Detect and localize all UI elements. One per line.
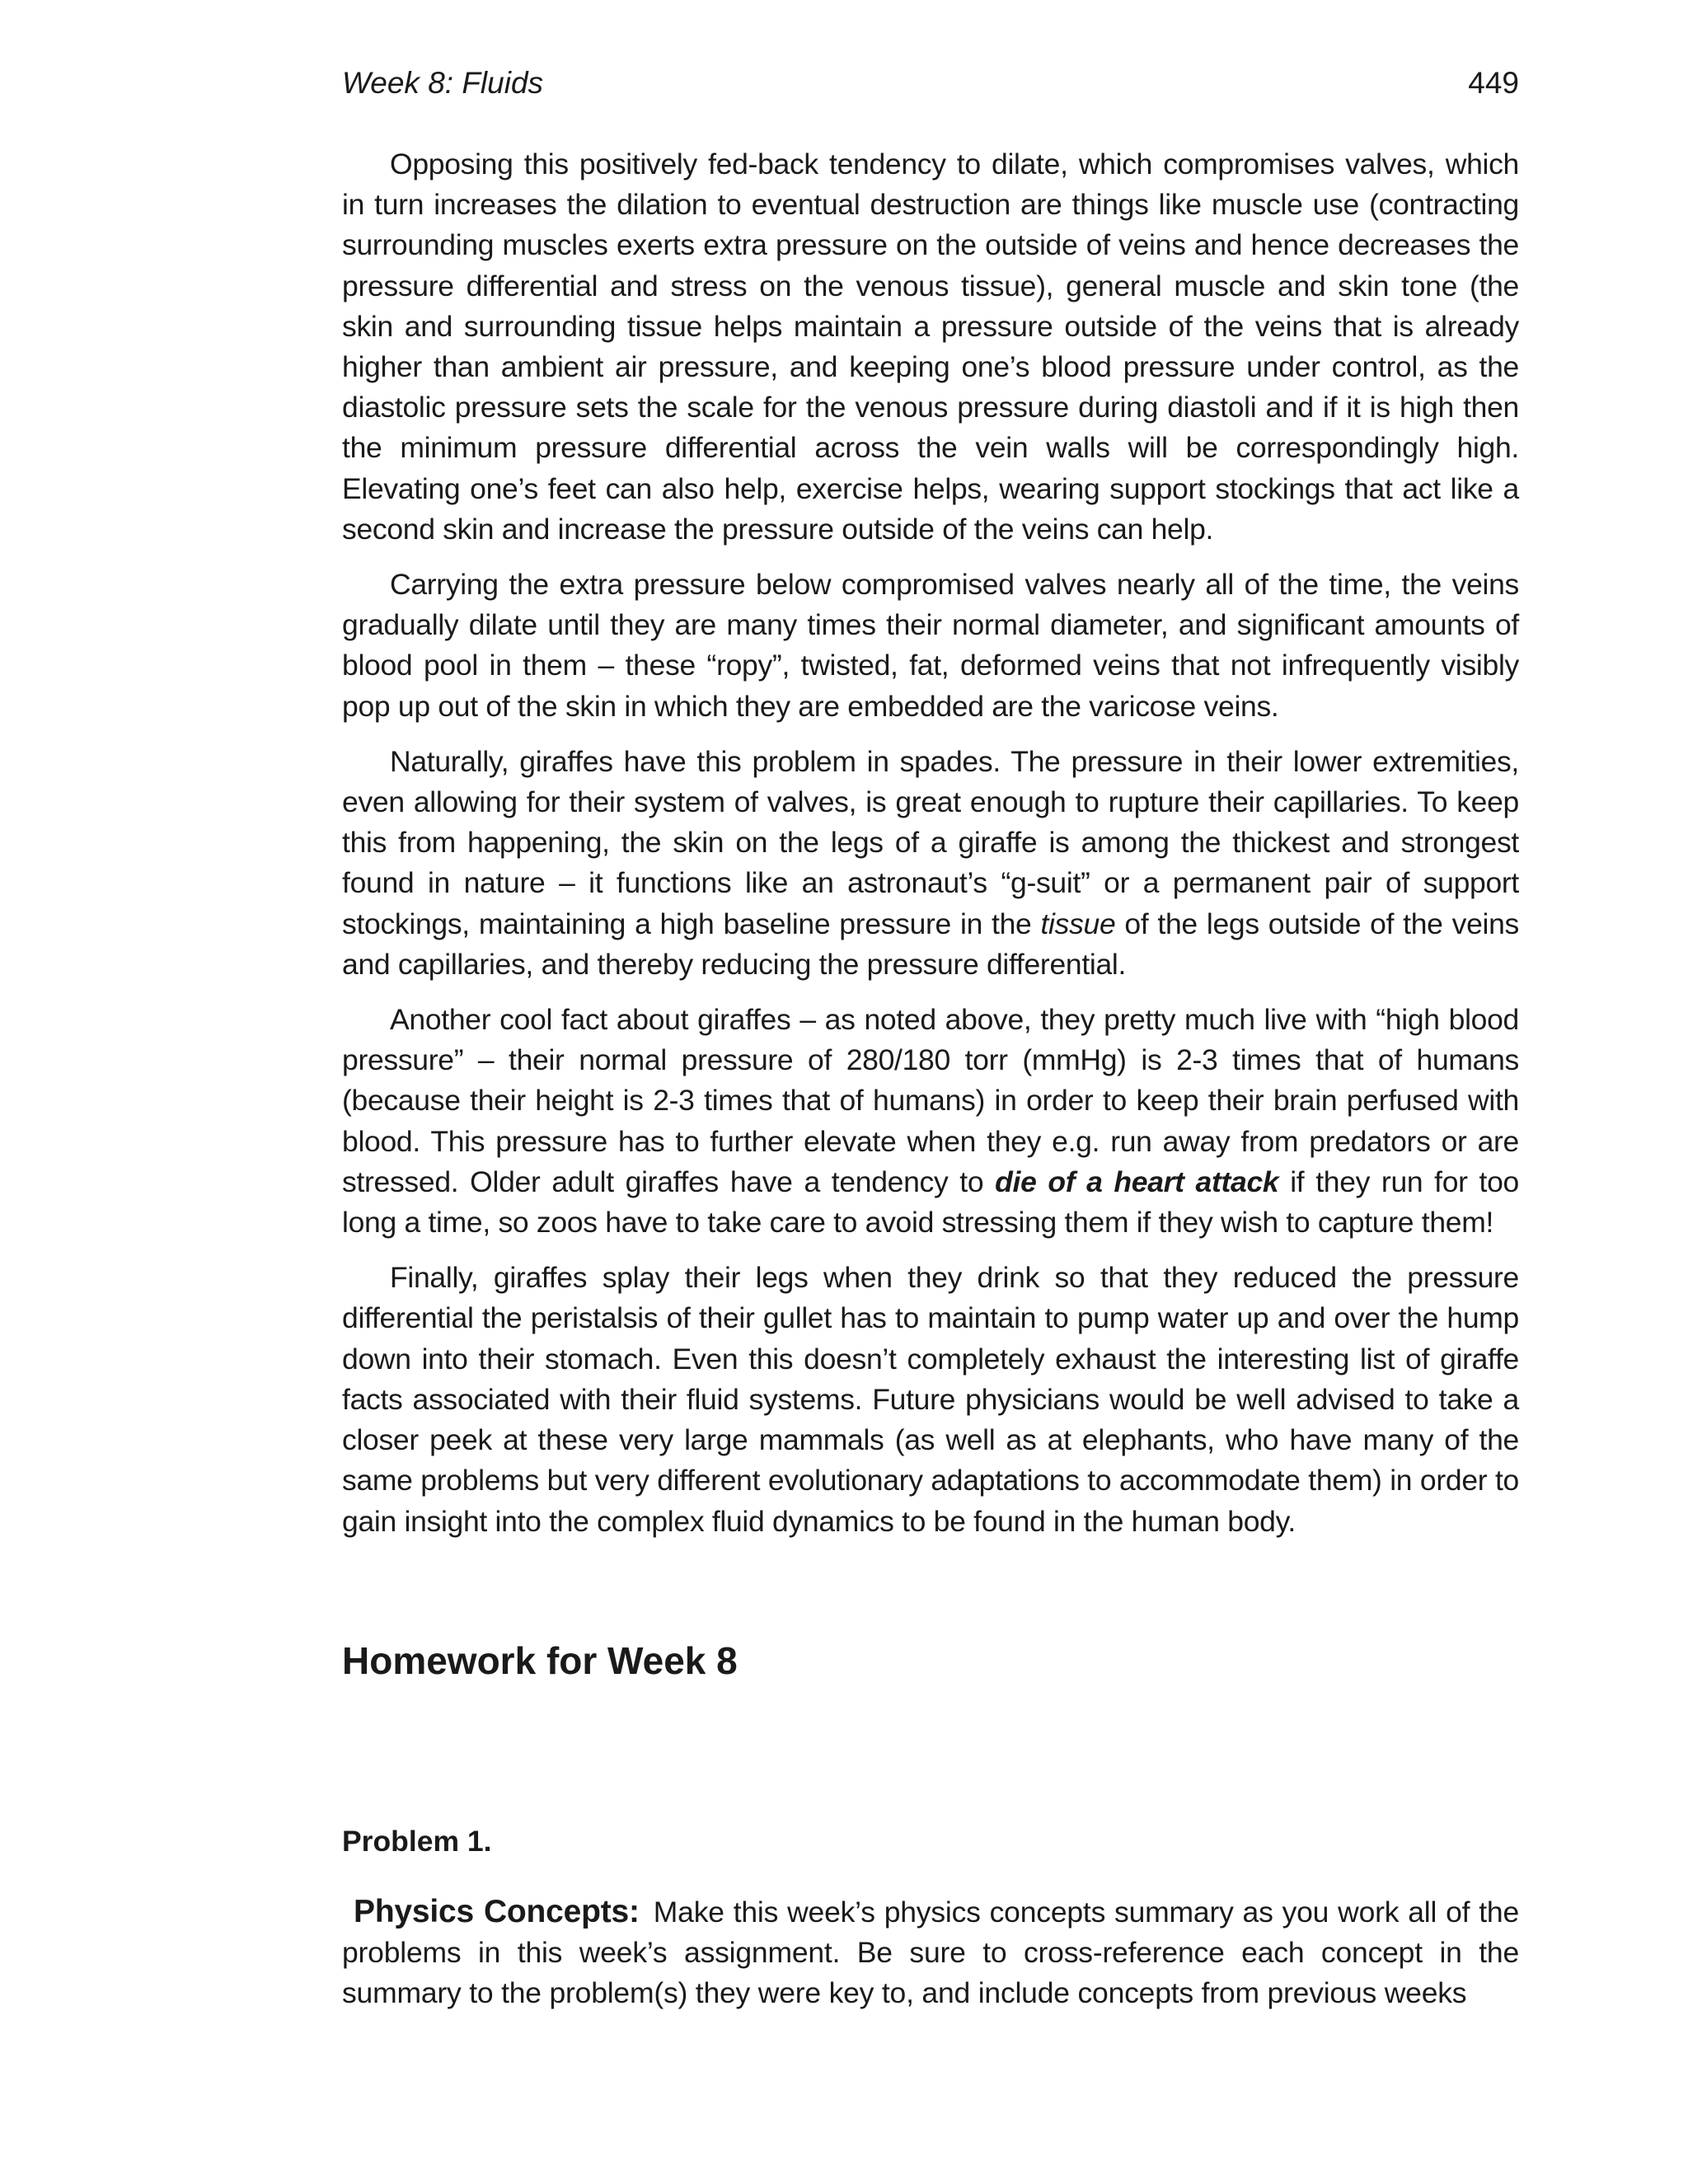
running-title: Week 8: Fluids: [342, 66, 544, 100]
paragraph-giraffe-blood-pressure: [342, 1000, 1519, 1243]
physics-concepts-label: Physics Concepts:: [354, 1894, 640, 1929]
page-number: 449: [1468, 66, 1519, 100]
paragraph-text: Another cool fact about giraffes – as noted above, they pretty much live with “high blood pressure” – their normal pressure of 280/180 torr (mmHg) is 2-3 times that of humans (because their height is 2-3 times that of humans) in order to keep their brain perfused with blood. This pressure has to further elevate when they e.g. run away from predators or are stressed. Older adult giraffes have a tendency to: [342, 1003, 1519, 1198]
section-heading: Homework for Week 8: [342, 1639, 738, 1682]
body-text: [342, 144, 1519, 1557]
paragraph-giraffe-skin: [342, 742, 1519, 985]
paragraph-giraffe-drinking: Finally, giraffes splay their legs when they drink so that they reduced the pressure differential the peristalsis of their gullet has to maintain to pump water up and over the hump down into their stomach. Even this doesn’t completely exhaust the interesting list of giraffe facts associated with their fluid systems. Future physicians would be well advised to take a closer peek at these very large mammals (as well as at elephants, who have many of the same problems but very different evolutionary adaptations to accommodate them) in order to gain insight into the complex fluid dynamics to be found in the human body.: [342, 1261, 1519, 1538]
italic-emphasis: tissue: [1040, 907, 1116, 940]
running-header: [342, 63, 1519, 104]
paragraph-text: Naturally, giraffes have this problem in spades. The pressure in their lower extremities, even allowing for their system of valves, is great enough to rupture their capillaries. To keep this from happening, the skin on the legs of a giraffe is among the thickest and strongest found in nature – it functions like an astronaut’s “g-suit” or a permanent pair of support stockings, maintaining a high baseline pressure in the: [342, 744, 1519, 940]
paragraph-text: if they run for too long a time, so zoos have to take care to avoid stressing them if they wish to capture them!: [342, 1165, 1519, 1240]
bold-italic-emphasis: die of a heart attack: [995, 1165, 1279, 1198]
problem-text: Make this week’s physics concepts summary as you work all of the problems in this week’s assignment. Be sure to cross-reference each concept in the summary to the problem(s) they were key to, and include concepts from previous weeks: [342, 1896, 1520, 2010]
paragraph-text: of the legs outside of the veins and capillaries, and thereby reducing the pressure differential.: [342, 907, 1519, 981]
paragraph-varicose-veins: Carrying the extra pressure below compromised valves nearly all of the time, the veins gradually dilate until they are many times their normal diameter, and significant amounts of blood pool in them – these “ropy”, twisted, fat, deformed veins that not infrequently visibly pop up out of the skin in which they are embedded are the varicose veins.: [342, 568, 1519, 723]
problem-title: Problem 1.: [342, 1825, 492, 1858]
paragraph-varicose-prevention: Opposing this positively fed-back tendency to dilate, which compromises valves, which in turn increases the dilation to eventual destruction are things like muscle use (contracting surrounding muscles exerts extra pressure on the outside of veins and hence decreases the pressure differential and stress on the venous tissue), general muscle and skin tone (the skin and surrounding tissue helps maintain a pressure outside of the veins that is already higher than ambient air pressure, and keeping one’s blood pressure under control, as the diastolic pressure sets the scale for the venous pressure during diastoli and if it is high then the minimum pressure differential across the vein walls will be correspondingly high. Elevating one’s feet can also help, exercise helps, wearing support stockings that act like a second skin and increase the pressure outside of the veins can help.: [342, 148, 1519, 546]
problem-statement: [342, 1891, 1519, 2014]
